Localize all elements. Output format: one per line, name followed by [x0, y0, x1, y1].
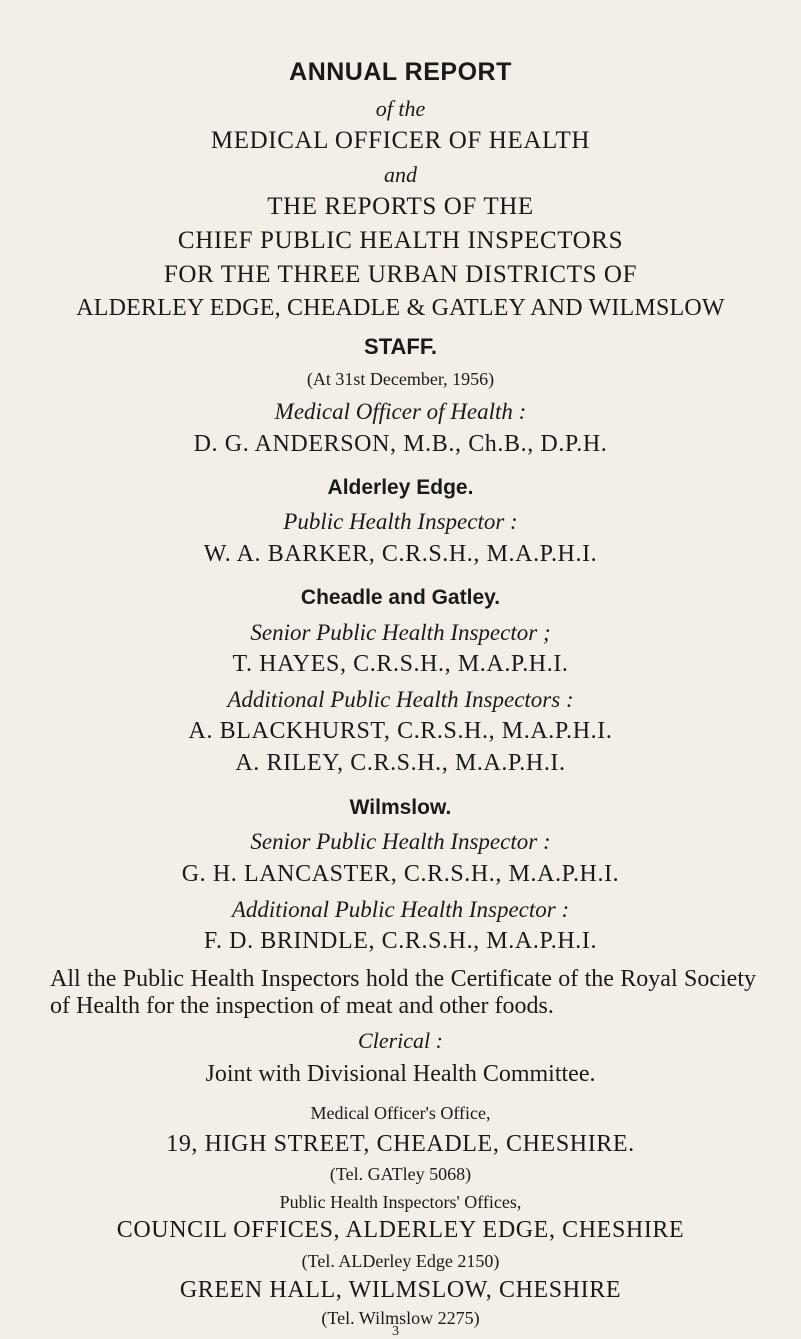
medical-officer-role: Medical Officer of Health :: [274, 399, 527, 424]
green-hall-tel: (Tel. Wilmslow 2275): [321, 1308, 480, 1328]
cheadle-additional-name: A. RILEY, C.R.S.H., M.A.P.H.I.: [235, 750, 566, 776]
cheadle-senior-name: T. HAYES, C.R.S.H., M.A.P.H.I.: [232, 651, 569, 677]
clerical-role: Clerical :: [358, 1028, 443, 1053]
cheadle-additional-role: Additional Public Health Inspectors :: [227, 687, 574, 712]
cheadle-additional-name: A. BLACKHURST, C.R.S.H., M.A.P.H.I.: [188, 718, 613, 744]
wilmslow-heading: Wilmslow.: [349, 796, 452, 819]
alderley-inspector-name: W. A. BARKER, C.R.S.H., M.A.P.H.I.: [203, 541, 598, 567]
cheadle-senior-role: Senior Public Health Inspector ;: [250, 620, 551, 645]
reports-heading: THE REPORTS OF THE: [267, 193, 534, 220]
wilmslow-senior-role: Senior Public Health Inspector :: [250, 829, 551, 854]
alderley-inspector-role: Public Health Inspector :: [283, 509, 518, 534]
council-offices-address: COUNCIL OFFICES, ALDERLEY EDGE, CHESHIRE: [116, 1217, 685, 1243]
certificate-note: All the Public Health Inspectors hold the Certificate of the Royal Society of Health for the inspection of meat and other foods.: [50, 966, 756, 1019]
wilmslow-additional-name: F. D. BRINDLE, C.R.S.H., M.A.P.H.I.: [203, 928, 598, 954]
alderley-edge-heading: Alderley Edge.: [327, 476, 474, 499]
staff-date: (At 31st December, 1956): [306, 369, 495, 389]
and-text: and: [384, 162, 417, 187]
wilmslow-additional-role: Additional Public Health Inspector :: [231, 897, 570, 922]
district-names-heading: ALDERLEY EDGE, CHEADLE & GATLEY AND WILMSLOW: [76, 295, 725, 321]
page-number: 3: [392, 1324, 399, 1339]
council-offices-tel: (Tel. ALDerley Edge 2150): [301, 1251, 500, 1271]
clerical-text: Joint with Divisional Health Committee.: [205, 1061, 596, 1087]
of-the-text: of the: [375, 96, 426, 121]
inspectors-offices-label: Public Health Inspectors' Offices,: [279, 1192, 522, 1212]
staff-heading: STAFF.: [364, 334, 437, 359]
districts-heading: FOR THE THREE URBAN DISTRICTS OF: [163, 261, 638, 288]
medical-office-tel: (Tel. GATley 5068): [329, 1164, 472, 1184]
wilmslow-senior-name: G. H. LANCASTER, C.R.S.H., M.A.P.H.I.: [181, 861, 620, 887]
report-title: ANNUAL REPORT: [289, 58, 512, 86]
green-hall-address: GREEN HALL, WILMSLOW, CHESHIRE: [179, 1277, 622, 1303]
medical-officer-name: D. G. ANDERSON, M.B., Ch.B., D.P.H.: [193, 431, 608, 457]
medical-officer-heading: MEDICAL OFFICER OF HEALTH: [210, 127, 591, 154]
medical-office-label: Medical Officer's Office,: [310, 1103, 491, 1123]
inspectors-heading: CHIEF PUBLIC HEALTH INSPECTORS: [177, 227, 624, 254]
cheadle-gatley-heading: Cheadle and Gatley.: [300, 586, 501, 609]
medical-office-address: 19, HIGH STREET, CHEADLE, CHESHIRE.: [166, 1131, 635, 1157]
